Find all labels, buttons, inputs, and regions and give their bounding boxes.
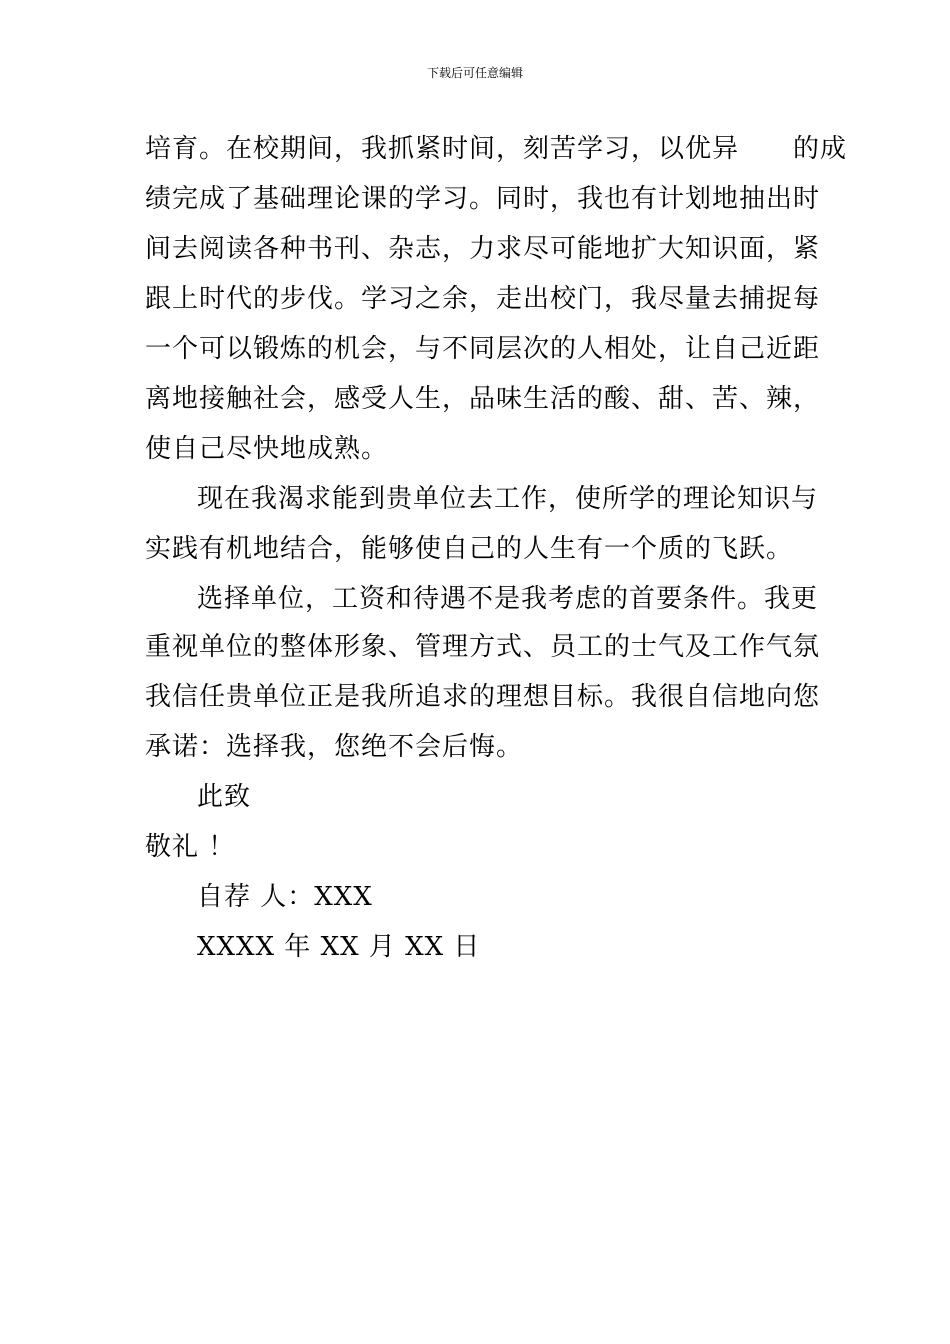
body-line: 一个可以锻炼的机会，与不同层次的人相处，让自己近距 [145, 334, 821, 364]
signature: 自荐 人：XXX [197, 882, 373, 912]
date: XXXX 年 XX 月 XX 日 [197, 932, 481, 962]
body-line: 间去阅读各种书刊、杂志，力求尽可能地扩大知识面，紧 [145, 234, 821, 264]
body-line: 重视单位的整体形象、管理方式、员工的士气及工作气氛 [145, 632, 821, 662]
closing-regards: 敬礼 ！ [145, 832, 236, 862]
body-line: 承诺：选择我，您绝不会后悔。 [145, 732, 524, 762]
body-line: 跟上时代的步伐。学习之余，走出校门，我尽量去捕捉每 [145, 284, 821, 314]
page-header-note: 下载后可任意编辑 [426, 66, 523, 80]
body-line: 培育。在校期间，我抓紧时间，刻苦学习，以优异 的成 [145, 134, 848, 164]
body-line: 现在我渴求能到贵单位去工作，使所学的理论知识与 [197, 484, 819, 514]
body-line: 我信任贵单位正是我所追求的理想目标。我很自信地向您 [145, 682, 821, 712]
body-line: 离地接触社会，感受人生，品味生活的酸、甜、苦、辣， [145, 384, 821, 414]
closing-salutation: 此致 [197, 782, 252, 812]
body-line: 实践有机地结合，能够使自己的人生有一个质的飞跃。 [145, 534, 794, 564]
body-line: 绩完成了基础理论课的学习。同时，我也有计划地抽出时 [145, 184, 821, 214]
body-line: 选择单位，工资和待遇不是我考虑的首要条件。我更 [197, 584, 819, 614]
body-line: 使自己尽快地成熟。 [145, 434, 389, 464]
